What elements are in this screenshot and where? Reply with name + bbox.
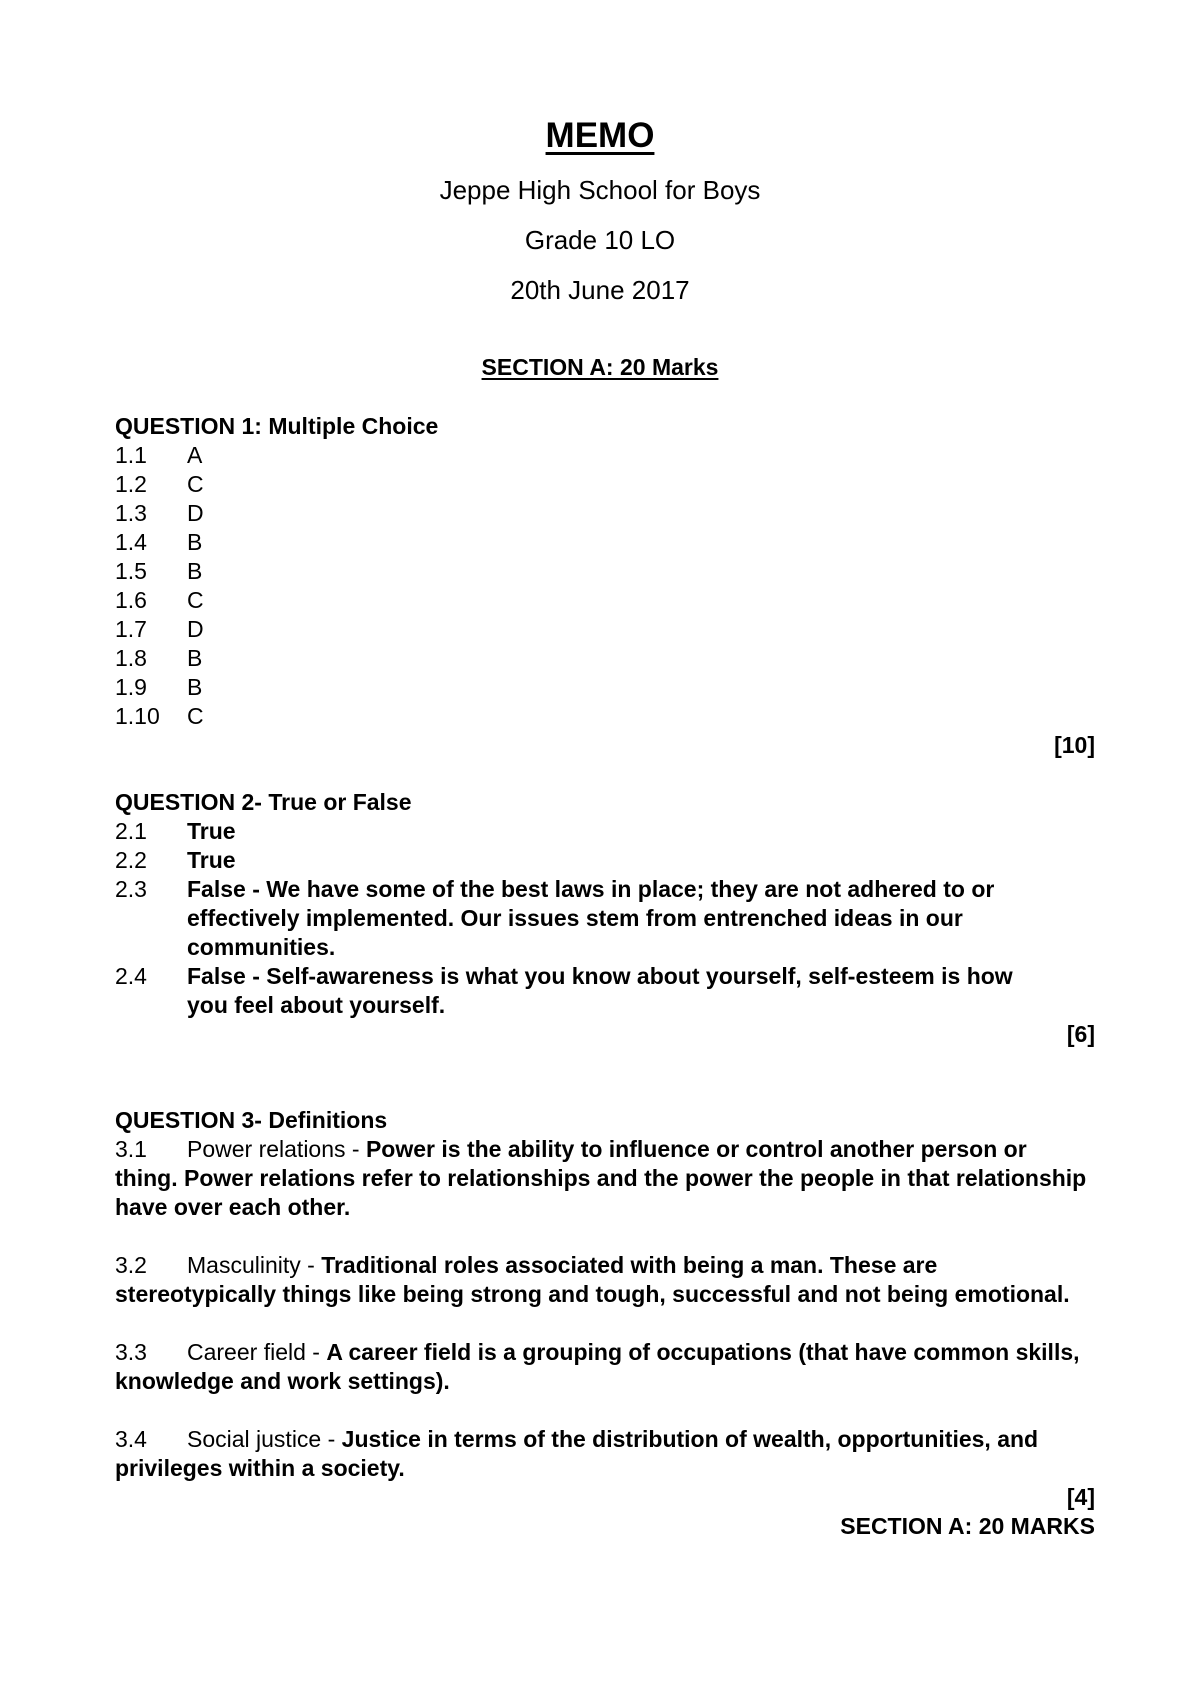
definition-answer: A career field is a grouping of occupations (that have common skills, knowledge and work settings).	[115, 1339, 1080, 1394]
school-name: Jeppe High School for Boys	[439, 175, 761, 205]
item-answer: B	[187, 558, 203, 584]
item-number: 1.4	[115, 529, 147, 555]
grade-label: Grade 10 LO	[524, 225, 676, 255]
list-item	[115, 557, 1095, 586]
item-number: 1.6	[115, 587, 147, 613]
list-item	[115, 615, 1095, 644]
list-item	[115, 962, 1095, 1020]
item-answer: D	[187, 616, 204, 642]
item-answer: D	[187, 500, 204, 526]
item-number: 1.8	[115, 645, 147, 671]
question-1	[115, 412, 1095, 760]
definition-term: Masculinity -	[187, 1252, 315, 1278]
definition-answer: Traditional roles associated with being a man. These are stereotypically things like being strong and tough, successful and not being emotional.	[115, 1252, 1070, 1307]
definition-term: Career field -	[187, 1339, 320, 1365]
question-3-marks: [4]	[1066, 1484, 1095, 1510]
question-2-heading: QUESTION 2- True or False	[115, 789, 412, 815]
item-answer: True	[187, 818, 236, 844]
definition-item	[115, 1425, 1095, 1483]
item-number: 1.3	[115, 500, 147, 526]
definition-item	[115, 1338, 1095, 1396]
list-item	[115, 441, 1095, 470]
list-item	[115, 673, 1095, 702]
item-answer: False - Self-awareness is what you know about yourself, self-esteem is how you feel about yourself.	[187, 963, 1013, 1018]
item-number: 1.10	[115, 703, 160, 729]
list-item	[115, 586, 1095, 615]
item-answer: B	[187, 645, 203, 671]
question-3-heading: QUESTION 3- Definitions	[115, 1107, 388, 1133]
list-item	[115, 499, 1095, 528]
definition-term: Social justice -	[187, 1426, 336, 1452]
item-answer: B	[187, 529, 203, 555]
item-number: 3.4	[115, 1426, 147, 1452]
item-number: 3.2	[115, 1252, 147, 1278]
definition-item	[115, 1135, 1095, 1222]
list-item	[115, 528, 1095, 557]
definition-term: Power relations -	[187, 1136, 360, 1162]
exam-date: 20th June 2017	[510, 275, 690, 305]
list-item	[115, 875, 1095, 962]
list-item	[115, 846, 1095, 875]
definition-answer: Power is the ability to influence or control another person or thing. Power relations refer to relationships and the power the people in that relationship have over each other.	[115, 1136, 1087, 1220]
list-item	[115, 817, 1095, 846]
item-number: 2.3	[115, 876, 147, 902]
item-number: 1.1	[115, 442, 147, 468]
item-number: 3.1	[115, 1136, 147, 1162]
section-total: SECTION A: 20 MARKS	[840, 1513, 1095, 1539]
item-number: 3.3	[115, 1339, 147, 1365]
question-1-marks: [10]	[1054, 732, 1095, 758]
list-item	[115, 470, 1095, 499]
question-3	[115, 1106, 1095, 1541]
definition-answer: Justice in terms of the distribution of wealth, opportunities, and privileges within a society.	[115, 1426, 1039, 1481]
question-1-heading: QUESTION 1: Multiple Choice	[115, 413, 439, 439]
item-answer: A	[187, 442, 203, 468]
item-number: 1.9	[115, 674, 147, 700]
list-item	[115, 702, 1095, 731]
item-answer: B	[187, 674, 203, 700]
question-2	[115, 788, 1095, 1049]
item-answer: True	[187, 847, 236, 873]
item-answer: C	[187, 471, 204, 497]
definition-item	[115, 1251, 1095, 1309]
list-item	[115, 644, 1095, 673]
item-number: 2.4	[115, 963, 147, 989]
item-number: 2.2	[115, 847, 147, 873]
item-answer: C	[187, 703, 204, 729]
item-number: 2.1	[115, 818, 147, 844]
item-number: 1.5	[115, 558, 147, 584]
item-answer: C	[187, 587, 204, 613]
section-heading: SECTION A: 20 Marks	[481, 354, 719, 380]
page-title: MEMO	[545, 116, 655, 155]
item-number: 1.2	[115, 471, 147, 497]
item-answer: False - We have some of the best laws in place; they are not adhered to or effectively implemented. Our issues stem from entrenched ideas in our communities.	[187, 876, 995, 960]
item-number: 1.7	[115, 616, 147, 642]
question-2-marks: [6]	[1066, 1021, 1095, 1047]
